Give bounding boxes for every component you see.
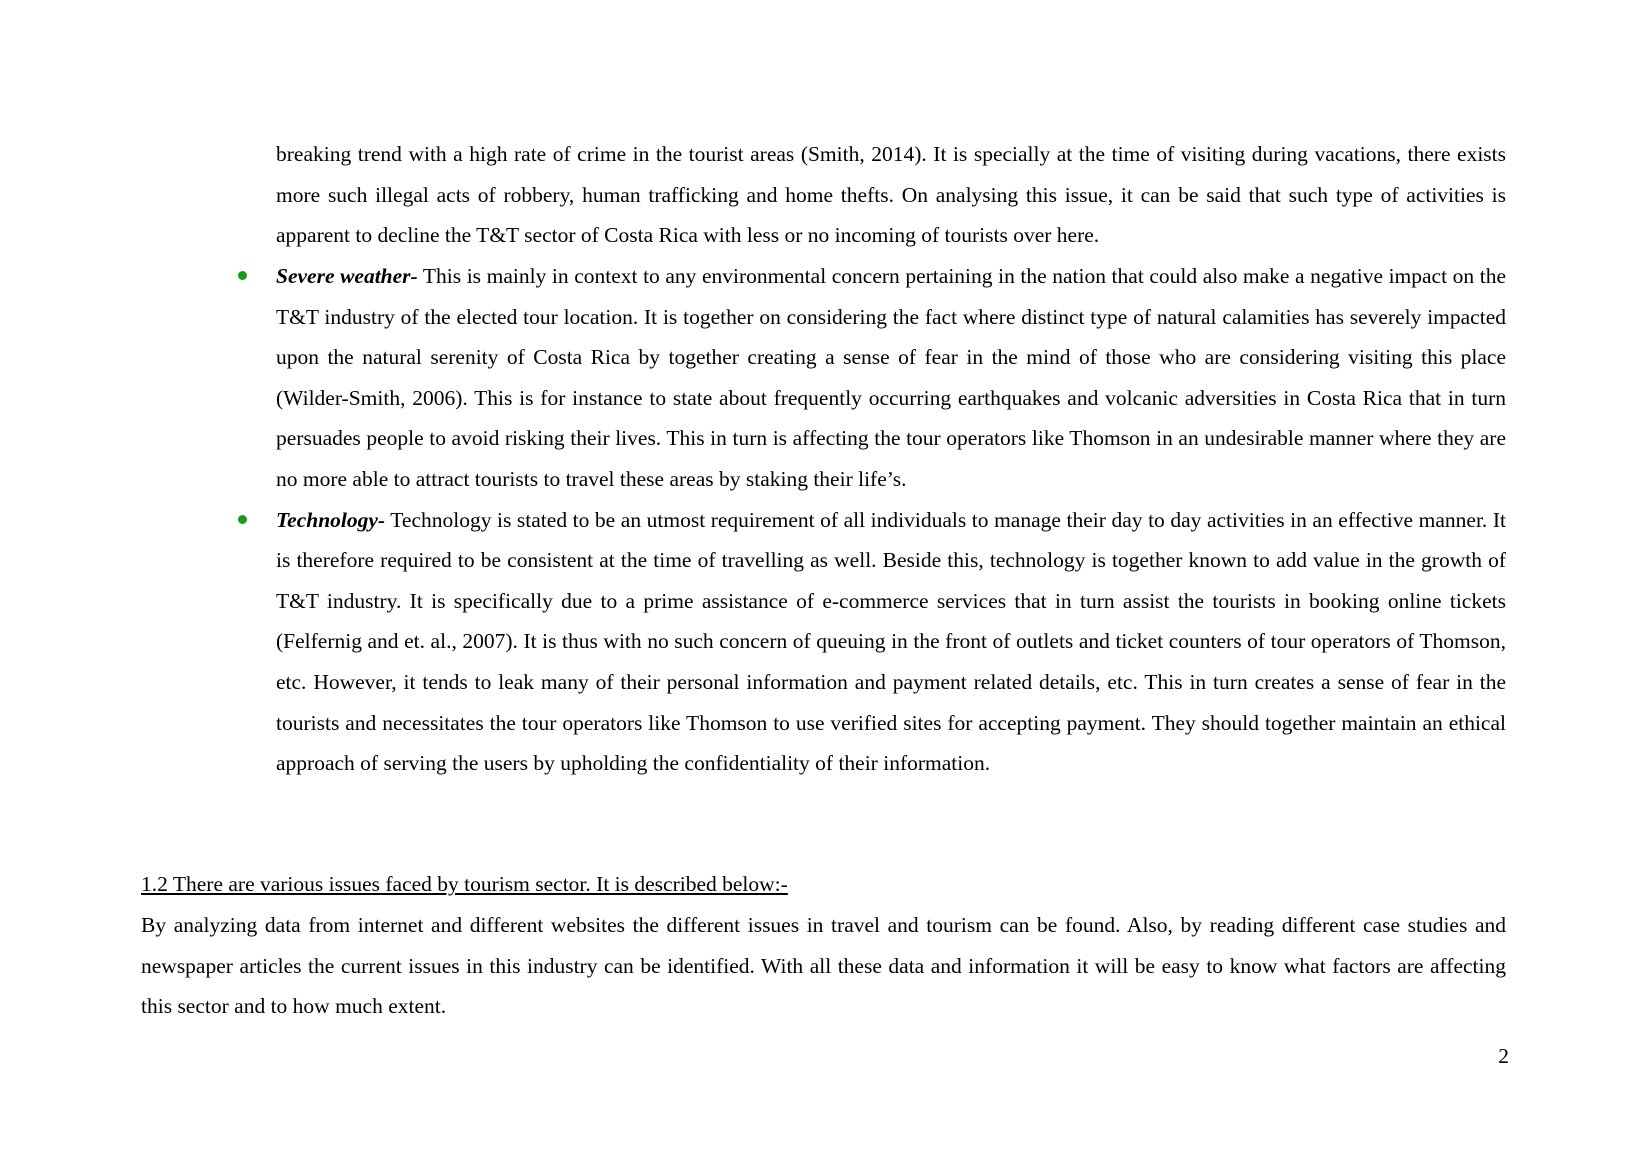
bullet-item-severe-weather [276,256,1506,500]
bullet-dot-icon [238,271,247,280]
bullet-text: This is mainly in context to any environmental concern pertaining in the nation that could also make a negative impact on the T&T industry of the elected tour location. It is together on considering the fact where distinct type of natural calamities has severely impacted upon the natural serenity of Costa Rica by together creating a sense of fear in the mind of those who are considering visiting this place (Wilder-Smith, 2006). This is for instance to state about frequently occurring earthquakes and volcanic adversities in Costa Rica that in turn persuades people to avoid risking their lives. This in turn is affecting the tour operators like Thomson in an undesirable manner where they are no more able to attract tourists to travel these areas by staking their life’s. [276,264,1506,491]
page-number: 2 [1498,1044,1509,1068]
section-heading: 1.2 There are various issues faced by tourism sector. It is described below:- [141,872,788,896]
bullet-term: Severe weather- [276,264,418,288]
continuation-paragraph: breaking trend with a high rate of crime in the tourist areas (Smith, 2014). It is specially at the time of visiting during vacations, there exists more such illegal acts of robbery, human trafficking and home thefts. On analysing this issue, it can be said that such type of activities is apparent to decline the T&T sector of Costa Rica with less or no incoming of tourists over here. [276,142,1506,248]
section-paragraph: By analyzing data from internet and different websites the different issues in travel and tourism can be found. Also, by reading different case studies and newspaper articles the current issues in this industry can be identified. With all these data and information it will be easy to know what factors are affecting this sector and to how much extent. [141,913,1506,1019]
bullet-term: Technology- [276,507,386,532]
bullet-item-technology [276,500,1506,784]
bullet-list [276,256,1506,784]
bullet-dot-icon [238,515,247,524]
bullet-text: Technology is stated to be an utmost requirement of all individuals to manage their day to day activities in an effective manner. It is therefore required to be consistent at the time of travelling as well. Beside this, technology is together known to add value in the growth of T&T industry. It is specifically due to a prime assistance of e-commerce services that in turn assist the tourists in booking online tickets (Felfernig and et. al., 2007). It is thus with no such concern of queuing in the front of outlets and ticket counters of tour operators of Thomson, etc. However, it tends to leak many of their personal information and payment related details, etc. This in turn creates a sense of fear in the tourists and necessitates the tour operators like Thomson to use verified sites for accepting payment. They should together maintain an ethical approach of serving the users by upholding the confidentiality of their information. [276,507,1506,776]
